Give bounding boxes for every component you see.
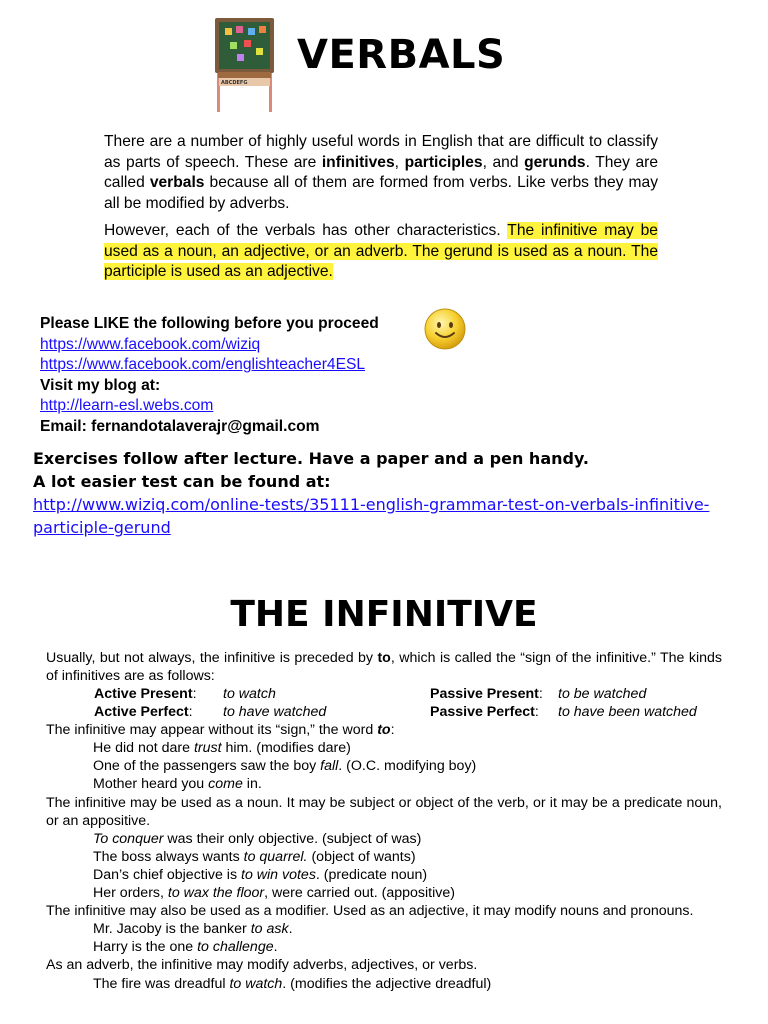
infinitive-section: Usually, but not always, the infinitive is preceded by to, which is called the “sign of the infinitive.” The kinds of infinitives are as follows: Active Present: to watch Passive Present: to be watched Active Perfect: to have watched Passive Perfect: to have been watched The infinitive may appear without its “sign,” the word to: He did not dare trust him. (modifies dare) One of the passengers saw the boy fall. (O.C. modifying boy) Mother heard you come in. The infinitive may be used as a noun. It may be subject or object of the verb, or it may be a predicate noun, or an appositive. To conquer was their only objective. (subject of was) The boss always wants to quarrel. (object of wants) Dan’s chief objective is to win votes. (predicate noun) Her orders, to wax the floor, were carried out. (appositive) The infinitive may also be used as a modifier. Used as an adjective, it may modify nouns and pronouns. Mr. Jacoby is the banker to ask. Harry is the one to challenge. As an adverb, the infinitive may modify adverbs, adjectives, or verbs. The fire was dreadful to watch. (modifies the adjective dreadful)	[46, 650, 722, 992]
contact-block	[40, 314, 379, 438]
kind-passive-perfect: Passive Perfect:	[430, 704, 539, 721]
exercises-note: Exercises follow after lecture. Have a paper and a pen handy. A lot easier test can be found at:	[33, 449, 589, 491]
like-prompt: Please LIKE the following before you proceed	[40, 315, 379, 332]
facebook-link-wiziq[interactable]: https://www.facebook.com/wiziq	[40, 335, 261, 353]
smiley-icon	[422, 306, 468, 352]
infinitive-kinds-table: Active Present: to watch Passive Present: to be watched Active Perfect: to have watched Passive Perfect: to have been watched	[94, 686, 697, 721]
kind-active-perfect: Active Perfect:	[94, 704, 193, 721]
svg-text:ABCDEFG: ABCDEFG	[221, 80, 248, 86]
page-title: VERBALS	[297, 32, 506, 78]
section-heading-infinitive: THE INFINITIVE	[230, 594, 538, 635]
facebook-link-englishteacher[interactable]: https://www.facebook.com/englishteacher4ESL	[40, 356, 366, 374]
chalkboard-icon	[211, 16, 278, 114]
blog-link[interactable]: http://learn-esl.webs.com	[40, 397, 214, 415]
email-line: Email: fernandotalaverajr@gmail.com	[40, 417, 320, 435]
characteristics-paragraph: However, each of the verbals has other characteristics. The infinitive may be used as a noun, an adjective, or an adverb. The gerund is used as a noun. The participle is used as an adjective.	[104, 222, 658, 280]
test-link[interactable]: http://www.wiziq.com/online-tests/35111-english-grammar-test-on-verbals-infinitive-participle-gerund	[33, 495, 710, 537]
intro-paragraph: There are a number of highly useful words in English that are difficult to classify as parts of speech. These are infinitives, participles, and gerunds. They are called verbals because all of them are formed from verbs. Like verbs they may all be modified by adverbs.	[104, 133, 659, 212]
blog-label: Visit my blog at:	[40, 376, 161, 394]
kind-active-present: Active Present:	[94, 686, 197, 703]
kind-passive-present: Passive Present:	[430, 686, 543, 703]
highlighted-text: The infinitive may be used as a noun, an adjective, or an adverb. The gerund is used as a noun. The participle is used as an adjective.	[104, 222, 658, 280]
